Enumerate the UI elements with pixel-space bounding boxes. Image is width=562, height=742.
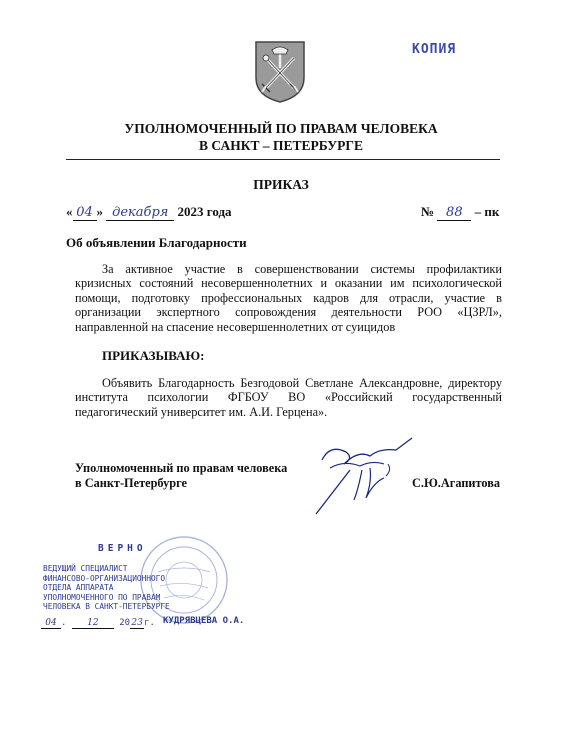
certification-date: 04 . 12 2023г. (41, 618, 155, 629)
org-name-line1: УПОЛНОМОЧЕННЫЙ ПО ПРАВАМ ЧЕЛОВЕКА (124, 121, 438, 136)
cert-date-suffix: г. (144, 618, 155, 628)
paragraph-1-text: За активное участие в совершенствовании системы профилактики кризисных состояний несовершеннолетних и оказании им психологической помощи, подготовку профессиональных кадров для отрасли, участие в организации экспертного сопровождения деятельности РОО «ЦЗРЛ», направленной на спасение несовершеннолетних от суицидов (75, 262, 502, 334)
order-subject: Об объявлении Благодарности (66, 235, 247, 250)
signatory-position (75, 461, 287, 491)
date-month: декабря (106, 205, 174, 221)
certifier-name: КУДРЯВЦЕВА О.А. (163, 616, 245, 626)
number-value: 88 (437, 205, 471, 221)
date-quote-close: » (96, 204, 103, 219)
certifier-title-line: ОТДЕЛА АППАРАТА (43, 583, 114, 593)
certified-label: ВЕРНО (98, 543, 147, 554)
order-word: ПРИКАЗЫВАЮ: (102, 348, 205, 363)
date-quote-open: « (66, 204, 73, 219)
number-suffix: – пк (474, 204, 500, 219)
number-prefix: № (421, 204, 435, 219)
signatory-name: С.Ю.Агапитова (412, 476, 501, 490)
certifier-title-line: УПОЛНОМОЧЕННОГО ПО ПРАВАМ (43, 592, 161, 602)
date-day: 04 (73, 205, 97, 221)
cert-date-year: 23 (131, 618, 143, 628)
coat-of-arms-icon (252, 38, 308, 104)
certifier-title (43, 564, 170, 612)
order-number (421, 204, 499, 221)
copy-stamp: КОПИЯ (412, 42, 457, 57)
body-paragraph-2 (75, 376, 502, 419)
date-year: 2023 года (177, 204, 232, 219)
paragraph-2-text: Объявить Благодарность Безгодовой Светлане Александровне, директору института психологии ФГБОУ ВО «Российский государственный педагогический университет им. А.И. Герцена». (75, 376, 502, 419)
cert-date-month: 12 (72, 618, 114, 629)
certifier-title-line: ЧЕЛОВЕКА В САНКТ-ПЕТЕРБУРГЕ (43, 602, 170, 612)
org-name-line2: В САНКТ – ПЕТЕРБУРГЕ (199, 138, 363, 153)
position-line-1: Уполномоченный по правам человека (75, 461, 288, 475)
header-divider (66, 159, 500, 160)
body-paragraph-1 (75, 262, 502, 334)
certifier-title-line: ФИНАНСОВО-ОРГАНИЗАЦИОННОГО (43, 573, 166, 583)
handwritten-signature (300, 430, 420, 520)
order-date (66, 204, 232, 221)
cert-date-day: 04 (41, 618, 61, 629)
position-line-2: в Санкт-Петербурге (75, 476, 187, 490)
cert-date-year-prefix: 20 (119, 618, 131, 628)
certifier-title-line: ВЕДУЩИЙ СПЕЦИАЛИСТ (43, 564, 128, 573)
document-title: ПРИКАЗ (253, 177, 309, 192)
